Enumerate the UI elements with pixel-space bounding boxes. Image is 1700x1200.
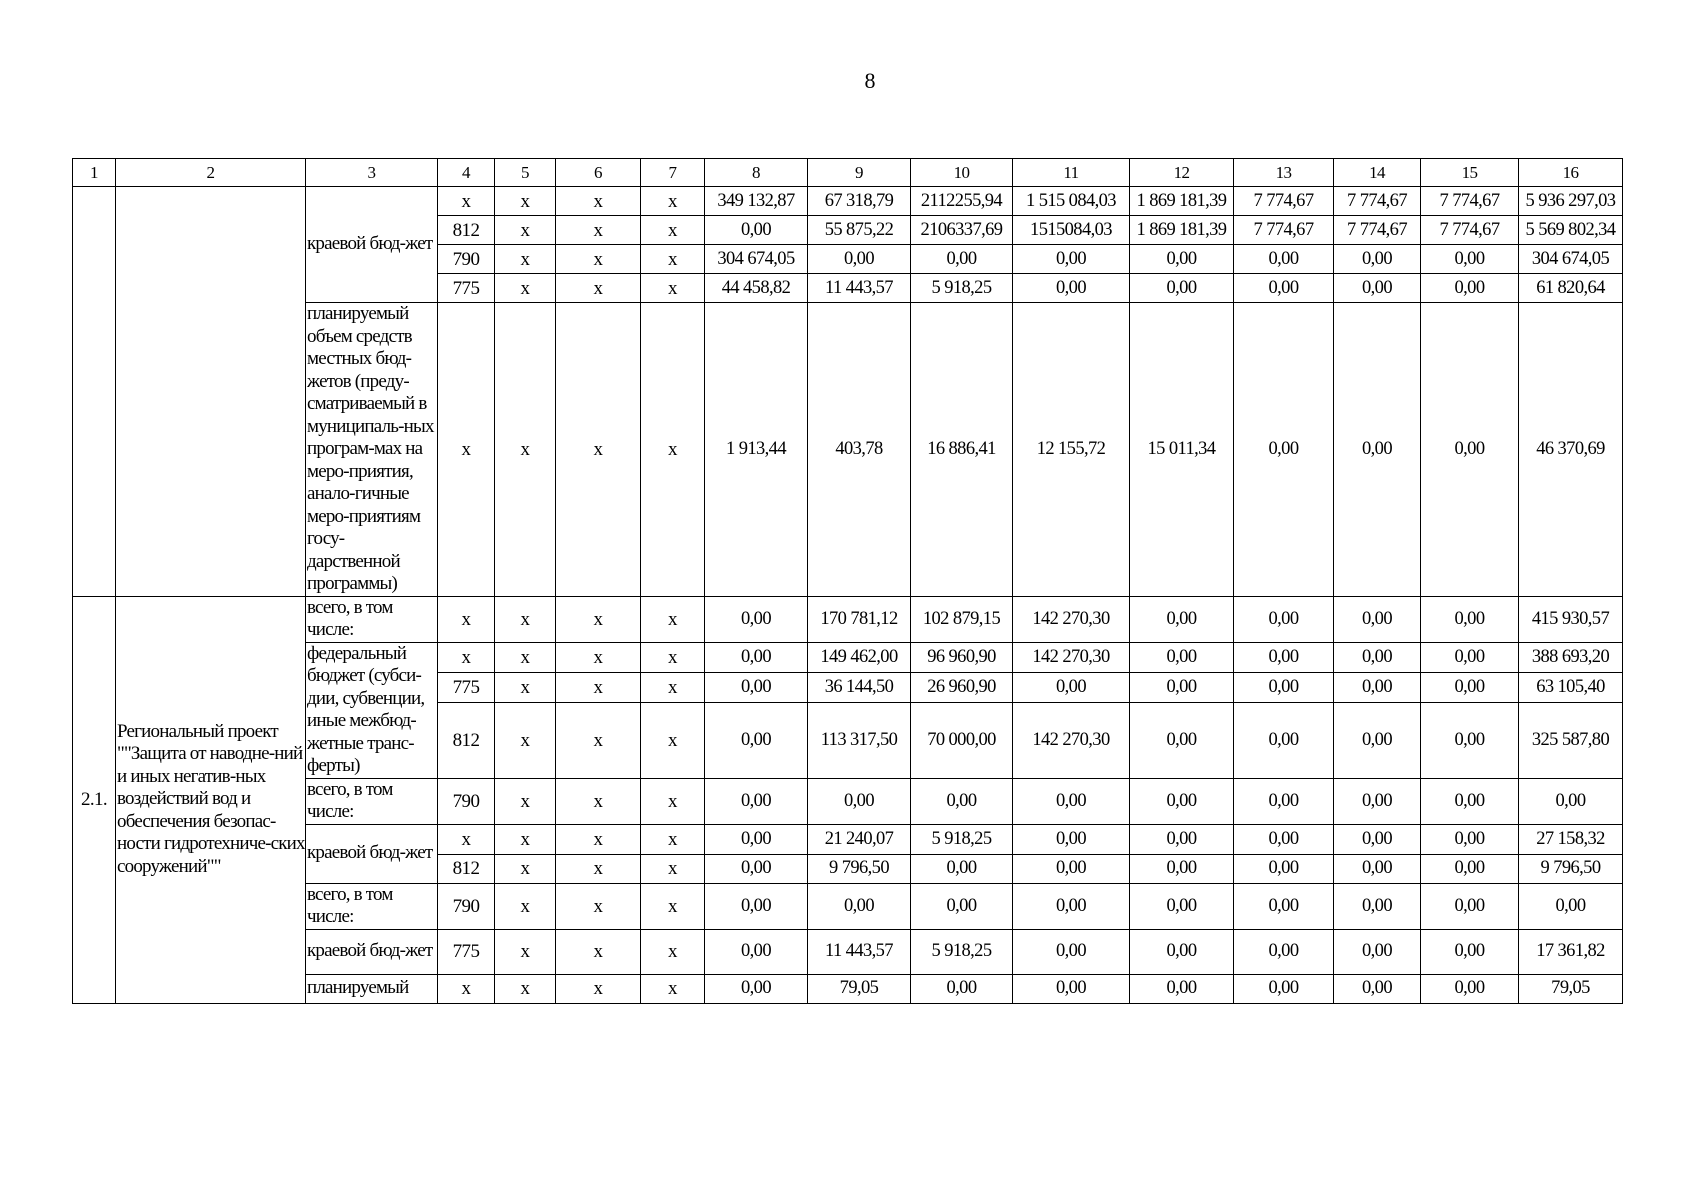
table-row xyxy=(73,929,1623,974)
value-cell: x xyxy=(438,974,495,1003)
value-cell: 790 xyxy=(438,245,495,274)
value-cell: 0,00 xyxy=(1130,929,1234,974)
value-cell: 0,00 xyxy=(1334,303,1421,597)
value-cell: 0,00 xyxy=(705,216,808,245)
value-cell: 0,00 xyxy=(1519,883,1623,929)
value-cell: 0,00 xyxy=(911,883,1013,929)
value-cell: 775 xyxy=(438,673,495,703)
value-cell: 0,00 xyxy=(1421,778,1519,824)
value-cell: x xyxy=(438,596,495,642)
value-cell: x xyxy=(641,274,705,303)
value-cell: 21 240,07 xyxy=(808,824,911,854)
column-number-header: 7 xyxy=(641,159,705,187)
funding-source-label: планируемый xyxy=(306,974,438,1003)
column-number-header: 16 xyxy=(1519,159,1623,187)
value-cell: 113 317,50 xyxy=(808,702,911,778)
value-cell: 5 569 802,34 xyxy=(1519,216,1623,245)
funding-source-label: краевой бюд-жет xyxy=(306,187,438,303)
value-cell: 0,00 xyxy=(911,854,1013,883)
column-number-header: 10 xyxy=(911,159,1013,187)
value-cell: 0,00 xyxy=(705,883,808,929)
value-cell: 0,00 xyxy=(1013,778,1130,824)
value-cell: 11 443,57 xyxy=(808,929,911,974)
value-cell: 67 318,79 xyxy=(808,187,911,216)
value-cell: 0,00 xyxy=(1013,274,1130,303)
value-cell: x xyxy=(641,702,705,778)
value-cell: 7 774,67 xyxy=(1334,216,1421,245)
value-cell: 0,00 xyxy=(1130,824,1234,854)
table-row xyxy=(73,303,1623,597)
value-cell: 0,00 xyxy=(1334,642,1421,673)
value-cell: 304 674,05 xyxy=(1519,245,1623,274)
value-cell: 0,00 xyxy=(1334,274,1421,303)
value-cell: x xyxy=(438,824,495,854)
funding-source-label: федеральный бюджет (субси-дии, субвенции, иные межбюд-жетные транс-ферты) xyxy=(306,642,438,778)
value-cell: 0,00 xyxy=(1234,673,1334,703)
column-number-header: 4 xyxy=(438,159,495,187)
value-cell: x xyxy=(438,303,495,597)
value-cell: 0,00 xyxy=(1013,245,1130,274)
table-row xyxy=(73,974,1623,1003)
value-cell: 0,00 xyxy=(1519,778,1623,824)
value-cell: 349 132,87 xyxy=(705,187,808,216)
value-cell: 0,00 xyxy=(1130,245,1234,274)
value-cell: 0,00 xyxy=(1130,642,1234,673)
value-cell: 142 270,30 xyxy=(1013,702,1130,778)
value-cell: x xyxy=(556,702,641,778)
table-row xyxy=(73,883,1623,929)
value-cell: 1515084,03 xyxy=(1013,216,1130,245)
value-cell: 0,00 xyxy=(1421,274,1519,303)
value-cell: x xyxy=(438,642,495,673)
value-cell: 5 918,25 xyxy=(911,274,1013,303)
row-number-cell: 2.1. xyxy=(73,596,116,1003)
value-cell: x xyxy=(495,596,556,642)
budget-table xyxy=(72,158,1623,1004)
value-cell: 0,00 xyxy=(1234,702,1334,778)
value-cell: 46 370,69 xyxy=(1519,303,1623,597)
value-cell: 1 515 084,03 xyxy=(1013,187,1130,216)
value-cell: 812 xyxy=(438,216,495,245)
value-cell: 1 869 181,39 xyxy=(1130,216,1234,245)
value-cell: 7 774,67 xyxy=(1234,216,1334,245)
value-cell: 0,00 xyxy=(1234,974,1334,1003)
value-cell: x xyxy=(495,929,556,974)
value-cell: 0,00 xyxy=(705,929,808,974)
value-cell: 102 879,15 xyxy=(911,596,1013,642)
value-cell: x xyxy=(641,778,705,824)
value-cell: 44 458,82 xyxy=(705,274,808,303)
value-cell: x xyxy=(495,274,556,303)
value-cell: x xyxy=(438,187,495,216)
value-cell: 26 960,90 xyxy=(911,673,1013,703)
value-cell: 0,00 xyxy=(1234,778,1334,824)
activity-name-cell xyxy=(116,187,306,597)
value-cell: 0,00 xyxy=(1013,929,1130,974)
value-cell: x xyxy=(641,824,705,854)
value-cell: 5 918,25 xyxy=(911,929,1013,974)
value-cell: 0,00 xyxy=(808,778,911,824)
value-cell: x xyxy=(556,187,641,216)
column-number-header: 6 xyxy=(556,159,641,187)
value-cell: x xyxy=(641,854,705,883)
value-cell: x xyxy=(495,245,556,274)
funding-source-label: краевой бюд-жет xyxy=(306,824,438,883)
value-cell: 0,00 xyxy=(705,778,808,824)
value-cell: 96 960,90 xyxy=(911,642,1013,673)
value-cell: 0,00 xyxy=(1130,778,1234,824)
value-cell: x xyxy=(495,824,556,854)
value-cell: 0,00 xyxy=(1234,883,1334,929)
value-cell: 0,00 xyxy=(1013,854,1130,883)
value-cell: x xyxy=(495,673,556,703)
value-cell: 2106337,69 xyxy=(911,216,1013,245)
column-number-header: 15 xyxy=(1421,159,1519,187)
value-cell: 0,00 xyxy=(1334,883,1421,929)
value-cell: x xyxy=(556,596,641,642)
value-cell: 17 361,82 xyxy=(1519,929,1623,974)
value-cell: 0,00 xyxy=(1334,778,1421,824)
table-row xyxy=(73,778,1623,824)
value-cell: 0,00 xyxy=(1421,702,1519,778)
value-cell: 0,00 xyxy=(1130,702,1234,778)
value-cell: x xyxy=(556,245,641,274)
value-cell: 0,00 xyxy=(1013,824,1130,854)
value-cell: 27 158,32 xyxy=(1519,824,1623,854)
value-cell: x xyxy=(556,974,641,1003)
value-cell: 0,00 xyxy=(705,642,808,673)
value-cell: 11 443,57 xyxy=(808,274,911,303)
value-cell: 0,00 xyxy=(1334,929,1421,974)
funding-source-label: всего, в том числе: xyxy=(306,883,438,929)
value-cell: 0,00 xyxy=(1334,596,1421,642)
value-cell: x xyxy=(641,883,705,929)
value-cell: 0,00 xyxy=(1334,974,1421,1003)
value-cell: 304 674,05 xyxy=(705,245,808,274)
value-cell: x xyxy=(641,216,705,245)
value-cell: 70 000,00 xyxy=(911,702,1013,778)
value-cell: 0,00 xyxy=(1421,245,1519,274)
value-cell: 812 xyxy=(438,702,495,778)
value-cell: x xyxy=(556,303,641,597)
value-cell: 170 781,12 xyxy=(808,596,911,642)
value-cell: 0,00 xyxy=(1421,642,1519,673)
value-cell: 0,00 xyxy=(1334,854,1421,883)
column-number-header: 8 xyxy=(705,159,808,187)
value-cell: 142 270,30 xyxy=(1013,642,1130,673)
value-cell: 0,00 xyxy=(1334,673,1421,703)
value-cell: 0,00 xyxy=(1421,673,1519,703)
value-cell: 0,00 xyxy=(1130,673,1234,703)
value-cell: x xyxy=(495,303,556,597)
value-cell: x xyxy=(495,187,556,216)
value-cell: 61 820,64 xyxy=(1519,274,1623,303)
value-cell: x xyxy=(556,274,641,303)
value-cell: 0,00 xyxy=(1421,303,1519,597)
value-cell: 403,78 xyxy=(808,303,911,597)
value-cell: 16 886,41 xyxy=(911,303,1013,597)
value-cell: 0,00 xyxy=(1130,974,1234,1003)
value-cell: 0,00 xyxy=(1234,854,1334,883)
value-cell: 5 936 297,03 xyxy=(1519,187,1623,216)
value-cell: x xyxy=(495,642,556,673)
value-cell: x xyxy=(495,883,556,929)
value-cell: 0,00 xyxy=(705,596,808,642)
value-cell: 0,00 xyxy=(705,702,808,778)
value-cell: 7 774,67 xyxy=(1334,187,1421,216)
page-number: 8 xyxy=(864,68,876,93)
value-cell: x xyxy=(556,673,641,703)
value-cell: 5 918,25 xyxy=(911,824,1013,854)
value-cell: x xyxy=(556,216,641,245)
value-cell: 12 155,72 xyxy=(1013,303,1130,597)
value-cell: 142 270,30 xyxy=(1013,596,1130,642)
value-cell: 63 105,40 xyxy=(1519,673,1623,703)
value-cell: 0,00 xyxy=(1421,596,1519,642)
value-cell: 0,00 xyxy=(1234,245,1334,274)
value-cell: 388 693,20 xyxy=(1519,642,1623,673)
value-cell: x xyxy=(556,929,641,974)
value-cell: x xyxy=(641,929,705,974)
value-cell: 9 796,50 xyxy=(1519,854,1623,883)
funding-source-label: краевой бюд-жет xyxy=(306,929,438,974)
value-cell: 775 xyxy=(438,274,495,303)
value-cell: 0,00 xyxy=(1421,854,1519,883)
value-cell: x xyxy=(556,642,641,673)
value-cell: 0,00 xyxy=(808,883,911,929)
table-row xyxy=(73,159,1623,187)
value-cell: x xyxy=(556,883,641,929)
value-cell: 0,00 xyxy=(1234,642,1334,673)
column-number-header: 12 xyxy=(1130,159,1234,187)
value-cell: 0,00 xyxy=(705,974,808,1003)
value-cell: 790 xyxy=(438,883,495,929)
value-cell: 812 xyxy=(438,854,495,883)
value-cell: x xyxy=(556,824,641,854)
value-cell: x xyxy=(641,596,705,642)
value-cell: 15 011,34 xyxy=(1130,303,1234,597)
row-number-cell xyxy=(73,187,116,597)
value-cell: 775 xyxy=(438,929,495,974)
value-cell: 0,00 xyxy=(1334,245,1421,274)
value-cell: 0,00 xyxy=(911,778,1013,824)
value-cell: 0,00 xyxy=(705,673,808,703)
value-cell: x xyxy=(641,974,705,1003)
value-cell: 0,00 xyxy=(1130,274,1234,303)
value-cell: 9 796,50 xyxy=(808,854,911,883)
value-cell: 149 462,00 xyxy=(808,642,911,673)
value-cell: x xyxy=(641,245,705,274)
value-cell: 79,05 xyxy=(1519,974,1623,1003)
value-cell: 325 587,80 xyxy=(1519,702,1623,778)
value-cell: 415 930,57 xyxy=(1519,596,1623,642)
value-cell: 0,00 xyxy=(1013,673,1130,703)
value-cell: 0,00 xyxy=(1234,929,1334,974)
value-cell: 0,00 xyxy=(1421,974,1519,1003)
value-cell: x xyxy=(641,673,705,703)
column-number-header: 9 xyxy=(808,159,911,187)
column-number-header: 11 xyxy=(1013,159,1130,187)
value-cell: 2112255,94 xyxy=(911,187,1013,216)
value-cell: x xyxy=(495,854,556,883)
value-cell: 0,00 xyxy=(1013,883,1130,929)
value-cell: 7 774,67 xyxy=(1234,187,1334,216)
value-cell: 0,00 xyxy=(1334,824,1421,854)
value-cell: 0,00 xyxy=(1130,883,1234,929)
funding-source-label: всего, в том числе: xyxy=(306,596,438,642)
table-row xyxy=(73,824,1623,854)
value-cell: x xyxy=(641,303,705,597)
value-cell: x xyxy=(495,702,556,778)
value-cell: 1 869 181,39 xyxy=(1130,187,1234,216)
value-cell: 79,05 xyxy=(808,974,911,1003)
funding-source-label: планируемый объем средств местных бюд-жетов (преду-сматриваемый в муниципаль-ных програм-мах на меро-приятия, анало-гичные меро-приятиям госу-дарственной программы) xyxy=(306,303,438,597)
value-cell: 0,00 xyxy=(911,245,1013,274)
activity-name-cell: Региональный проект ""Защита от наводне-ний и иных негатив-ных воздействий вод и обеспечения безопас-ности гидротехниче-ских сооружений"" xyxy=(116,596,306,1003)
value-cell: 0,00 xyxy=(808,245,911,274)
value-cell: 0,00 xyxy=(1234,303,1334,597)
column-number-header: 5 xyxy=(495,159,556,187)
value-cell: 7 774,67 xyxy=(1421,187,1519,216)
value-cell: 0,00 xyxy=(1421,824,1519,854)
value-cell: 0,00 xyxy=(1234,824,1334,854)
value-cell: 0,00 xyxy=(1421,929,1519,974)
column-number-header: 2 xyxy=(116,159,306,187)
value-cell: 0,00 xyxy=(1013,974,1130,1003)
column-number-header: 14 xyxy=(1334,159,1421,187)
value-cell: x xyxy=(495,778,556,824)
value-cell: 0,00 xyxy=(1130,854,1234,883)
column-number-header: 3 xyxy=(306,159,438,187)
column-number-header: 1 xyxy=(73,159,116,187)
table-row xyxy=(73,596,1623,642)
value-cell: 36 144,50 xyxy=(808,673,911,703)
value-cell: x xyxy=(495,216,556,245)
value-cell: 0,00 xyxy=(1234,274,1334,303)
value-cell: 0,00 xyxy=(705,824,808,854)
value-cell: 0,00 xyxy=(705,854,808,883)
table-row xyxy=(73,642,1623,673)
value-cell: x xyxy=(495,974,556,1003)
value-cell: x xyxy=(556,854,641,883)
value-cell: 0,00 xyxy=(1334,702,1421,778)
table-row xyxy=(73,187,1623,216)
column-number-header: 13 xyxy=(1234,159,1334,187)
value-cell: x xyxy=(556,778,641,824)
value-cell: 1 913,44 xyxy=(705,303,808,597)
value-cell: 790 xyxy=(438,778,495,824)
funding-source-label: всего, в том числе: xyxy=(306,778,438,824)
value-cell: 0,00 xyxy=(1234,596,1334,642)
value-cell: 0,00 xyxy=(911,974,1013,1003)
value-cell: 0,00 xyxy=(1130,596,1234,642)
value-cell: 7 774,67 xyxy=(1421,216,1519,245)
value-cell: 55 875,22 xyxy=(808,216,911,245)
value-cell: x xyxy=(641,187,705,216)
value-cell: 0,00 xyxy=(1421,883,1519,929)
value-cell: x xyxy=(641,642,705,673)
